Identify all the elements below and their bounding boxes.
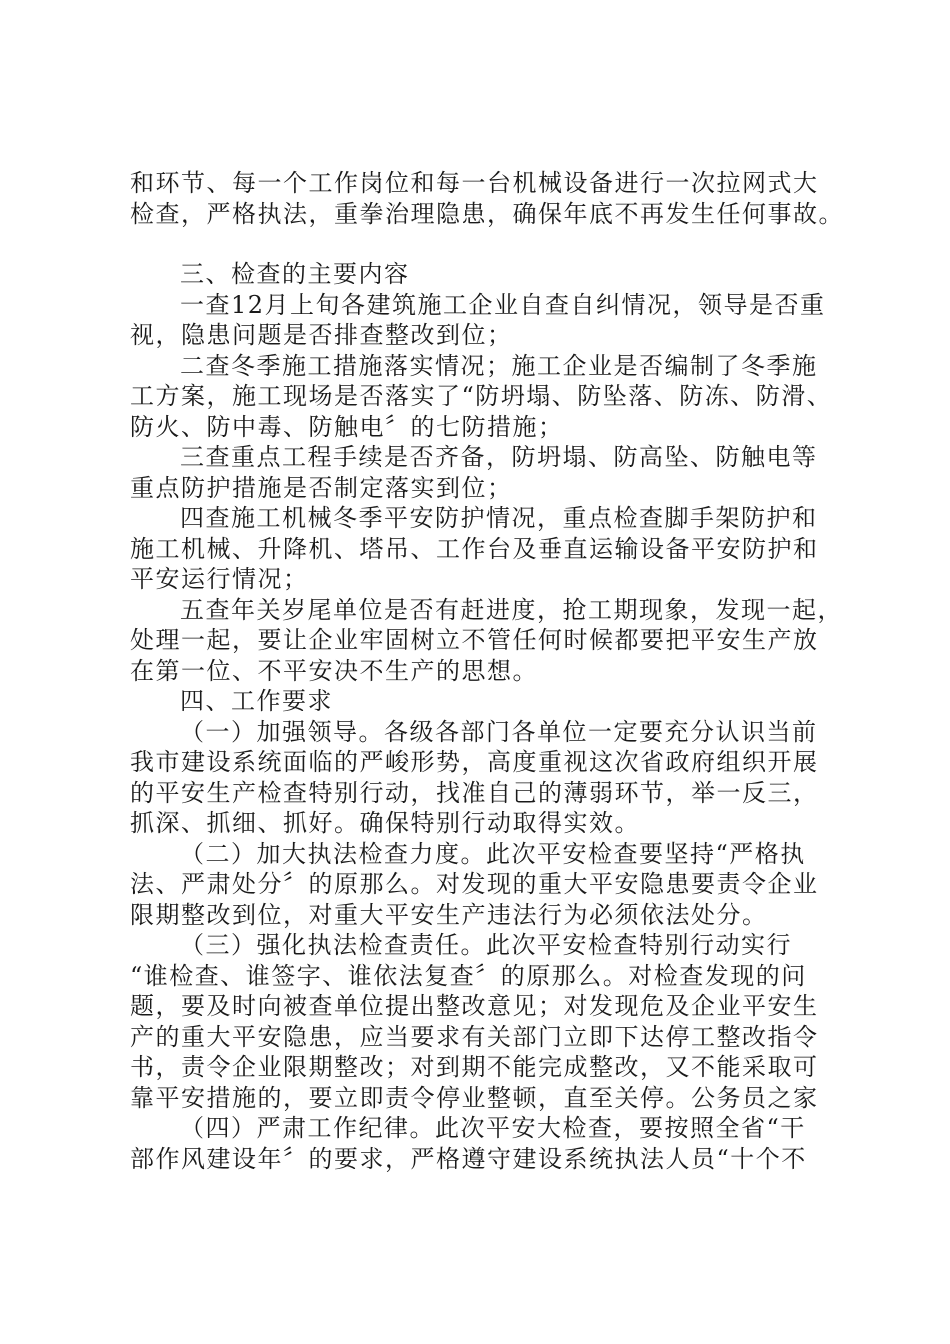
text-line: “谁检查、谁签字、谁依法复查〞的原那么。对检查发现的问 — [130, 961, 807, 990]
intro-paragraph — [130, 168, 844, 229]
text-line: 四查施工机械冬季平安防护情况，重点检查脚手架防护和 — [180, 504, 818, 532]
text-line: 和环节、每一个工作岗位和每一台机械设备进行一次拉网式大 — [130, 169, 819, 197]
text-line: （三）强化执法检查责任。此次平安检查特别行动实行 — [180, 931, 792, 959]
text-line: 重点防护措施是否制定落实到位； — [130, 473, 513, 502]
section-3-content — [130, 290, 843, 687]
text-line: 在第一位、不平安决不生产的思想。 — [130, 656, 538, 685]
text-line: 三查重点工程手续是否齐备，防坍塌、防高坠、防触电等 — [180, 443, 818, 471]
text-line: （一）加强领导。各级各部门各单位一定要充分认识当前 — [180, 717, 818, 746]
text-line: 靠平安措施的，要立即责令停业整顿，直至关停。公务员之家 — [130, 1083, 819, 1112]
text-line: 一查12月上旬各建筑施工企业自查自纠情况，领导是否重 — [180, 290, 826, 319]
text-line: 限期整改到位，对重大平安生产违法行为必须依法处分。 — [130, 900, 768, 929]
paragraph-gap — [130, 229, 830, 259]
text-line: 防火、防中毒、防触电〞的七防措施； — [130, 412, 564, 441]
section-heading-4: 四、工作要求 — [180, 687, 333, 715]
text-line: 二查冬季施工措施落实情况；施工企业是否编制了冬季施 — [180, 351, 818, 380]
text-line: 视，隐患问题是否排查整改到位； — [130, 321, 513, 349]
section-heading-3: 三、检查的主要内容 — [180, 260, 410, 288]
text-line: 施工机械、升降机、塔吊、工作台及垂直运输设备平安防护和 — [130, 534, 819, 563]
section-4-content — [130, 717, 830, 1175]
text-line: 工方案，施工现场是否落实了“防坍塌、防坠落、防冻、防滑、 — [130, 382, 833, 410]
text-line: 法、严肃处分〞的原那么。对发现的重大平安隐患要责令企业 — [130, 870, 819, 898]
document-body — [130, 168, 844, 1174]
text-line: 产的重大平安隐患，应当要求有关部门立即下达停工整改指令 — [130, 1022, 819, 1051]
text-line: 检查，严格执法，重拳治理隐患，确保年底不再发生任何事故。 — [130, 199, 844, 228]
text-line: 题，要及时向被查单位提出整改意见；对发现危及企业平安生 — [130, 992, 819, 1020]
text-line: 的平安生产检查特别行动，找准自己的薄弱环节，举一反三， — [130, 778, 819, 807]
text-line: 抓深、抓细、抓好。确保特别行动取得实效。 — [130, 809, 640, 837]
text-line: 书，责令企业限期整改；对到期不能完成整改，又不能采取可 — [130, 1053, 819, 1081]
text-line: 平安运行情况； — [130, 565, 309, 593]
text-line: 部作风建设年〞的要求，严格遵守建设系统执法人员“十个不 — [130, 1144, 807, 1173]
text-line: 我市建设系统面临的严峻形势，高度重视这次省政府组织开展 — [130, 748, 819, 776]
text-line: 五查年关岁尾单位是否有赶进度，抢工期现象，发现一起， — [180, 595, 843, 624]
text-line: （二）加大执法检查力度。此次平安检查要坚持“严格执 — [180, 839, 806, 868]
text-line: 处理一起，要让企业牢固树立不管任何时候都要把平安生产放 — [130, 626, 819, 654]
text-line: （四）严肃工作纪律。此次平安大检查，要按照全省“干 — [180, 1114, 806, 1142]
